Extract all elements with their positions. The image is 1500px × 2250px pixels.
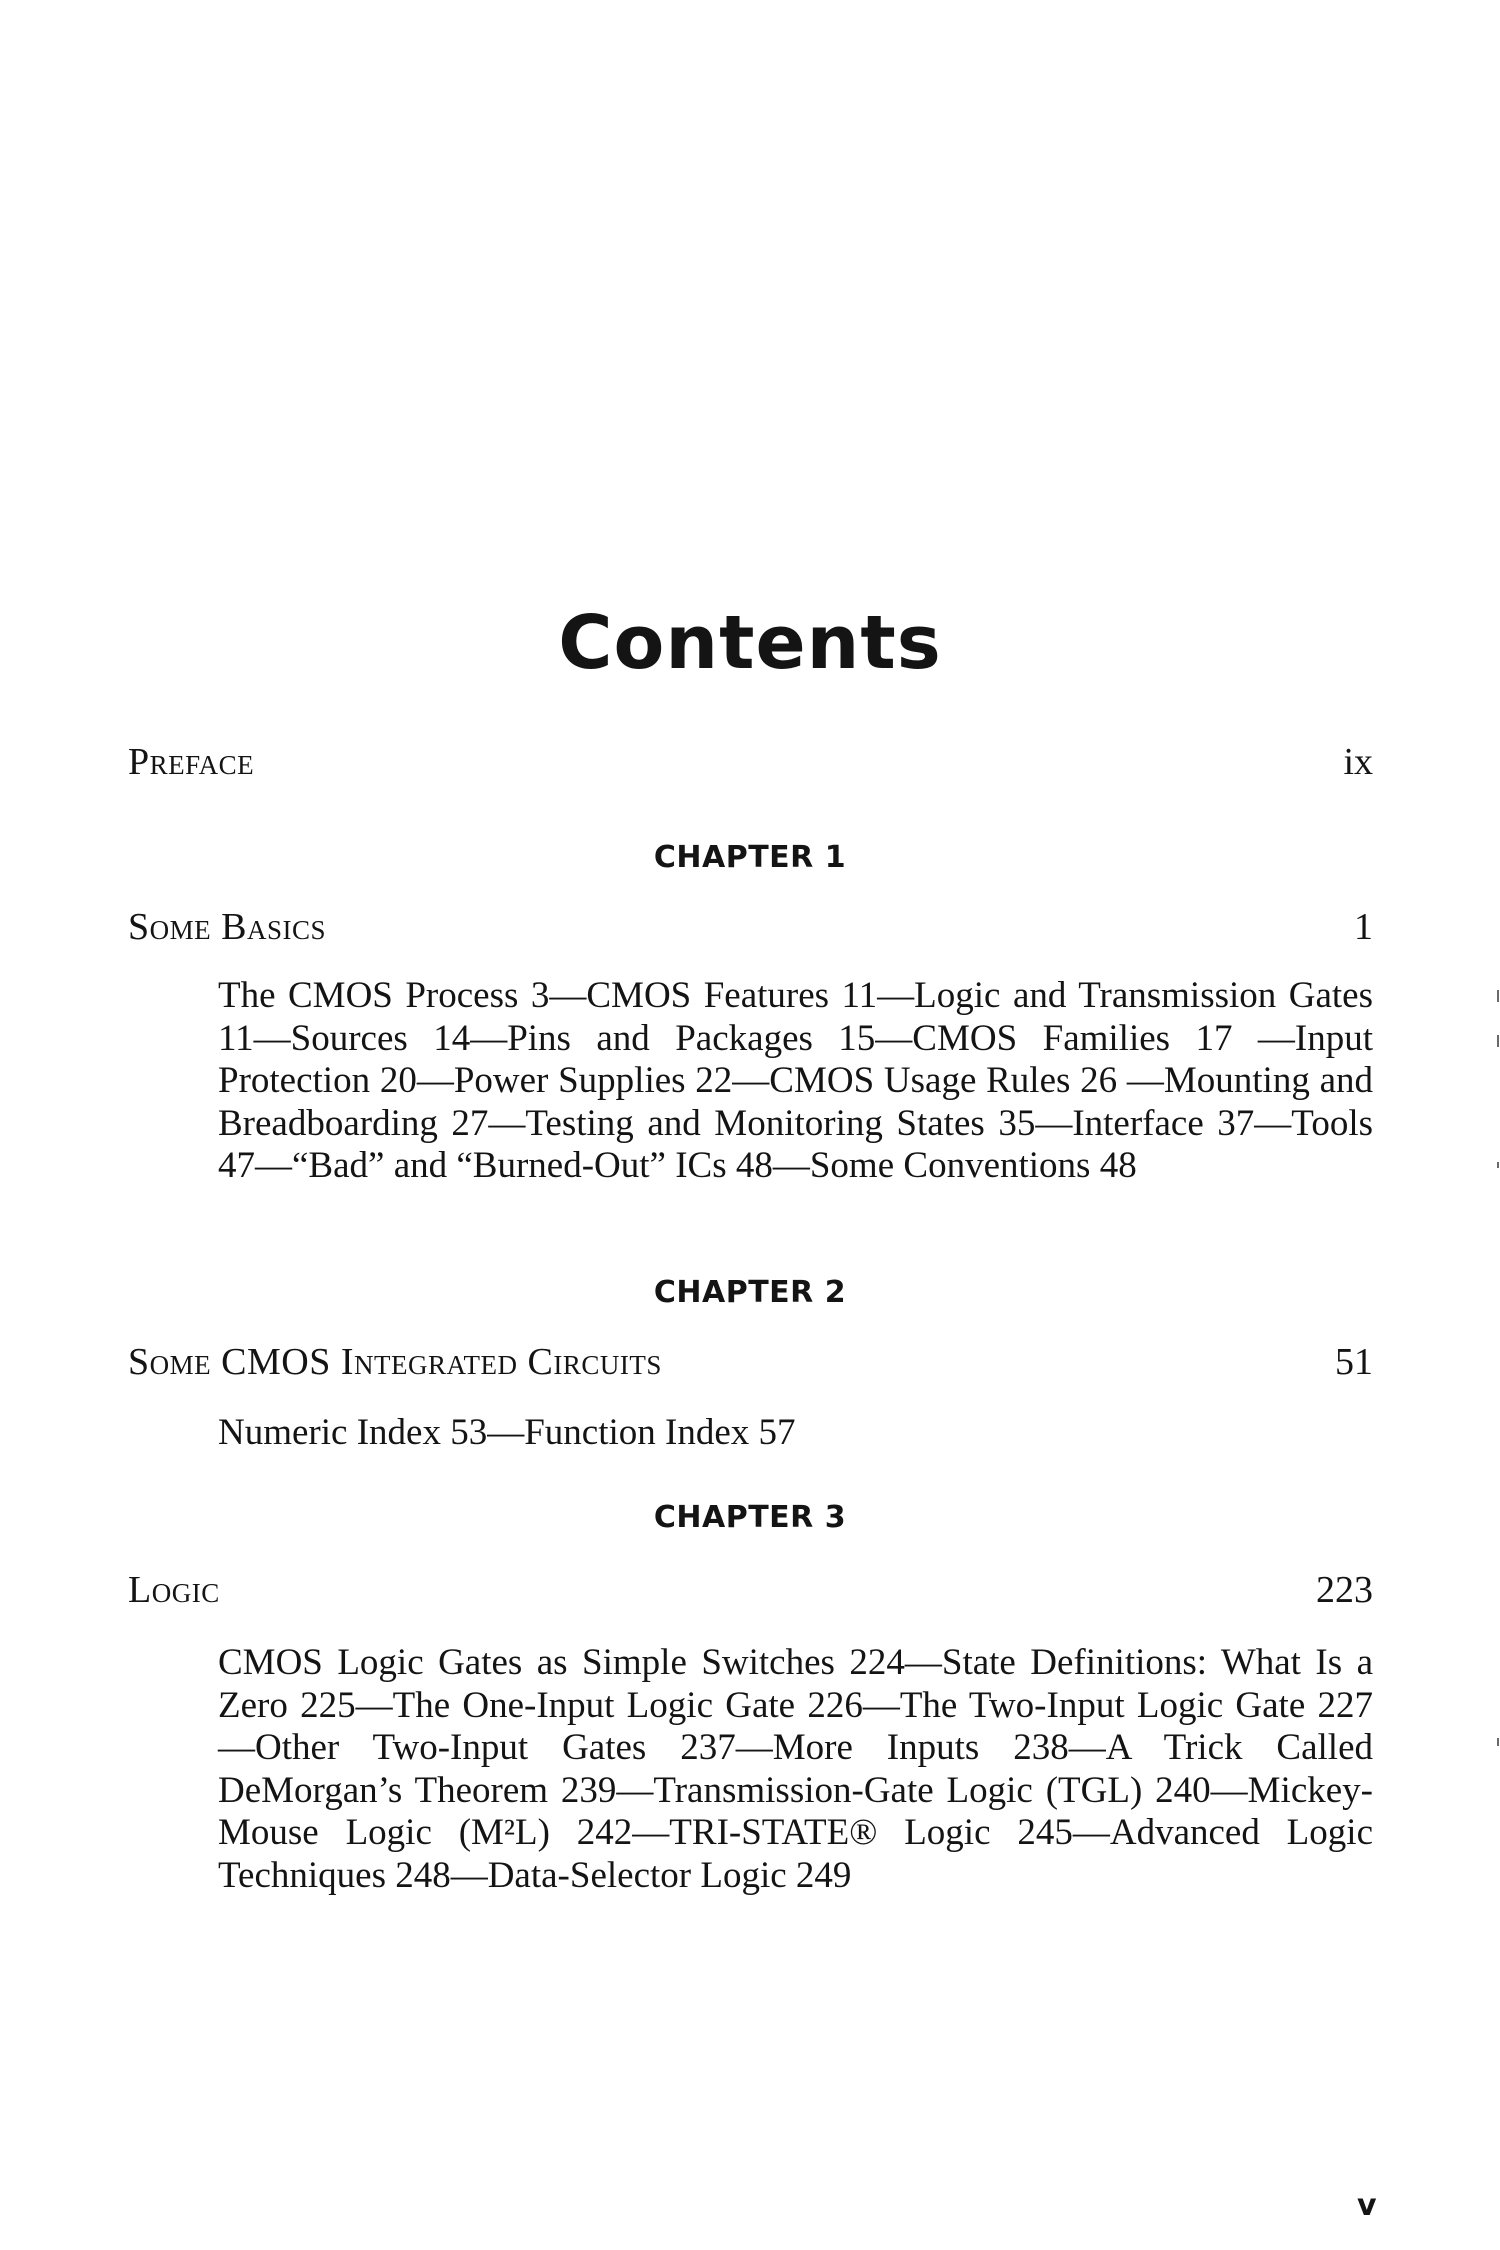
chapter-3-label: CHAPTER 3 [653,1500,847,1535]
entry-page-number: 1 [1354,906,1373,948]
page-title: Contents [558,600,942,686]
chapter-1-summary: The CMOS Process 3—CMOS Features 11—Logic and Transmission Gates 11—Sources 14—Pins and Packages 15—CMOS Families 17 —Input Protection 20—Power Supplies 22—CMOS Usage Rules 26 —Mounting and Breadboarding 27—Testing and Monitoring States 35—Interface 37—Tools 47—“Bad” and “Burned-Out” ICs 48—Some Conventions 48 [218,975,1373,1186]
entry-page-number: 223 [1316,1569,1373,1611]
entry-title: Preface [128,741,255,783]
margin-mark [1497,990,1499,1002]
entry-title: Some Basics [128,906,327,948]
toc-entry-preface [128,740,1373,784]
chapter-2-summary: Numeric Index 53—Function Index 57 [218,1412,796,1453]
entry-page-number: 51 [1335,1341,1373,1383]
margin-mark [1497,1035,1499,1047]
toc-entry-logic [128,1568,1373,1612]
page-folio: v [1357,2188,1377,2223]
entry-title: Some CMOS Integrated Circuits [128,1341,662,1383]
chapter-2-label: CHAPTER 2 [653,1275,847,1310]
toc-entry-some-basics [128,905,1373,949]
chapter-3-summary: CMOS Logic Gates as Simple Switches 224—State Definitions: What Is a Zero 225—The One-Input Logic Gate 226—The Two-Input Logic Gate 227—Other Two-Input Gates 237—More Inputs 238—A Trick Called DeMorgan’s Theorem 239—Transmission-Gate Logic (TGL) 240—Mickey-Mouse Logic (M²L) 242—TRI-STATE® Logic 245—Advanced Logic Techniques 248—Data-Selector Logic 249 [218,1642,1373,1896]
margin-mark [1497,1738,1499,1746]
chapter-1-label: CHAPTER 1 [653,840,847,875]
toc-entry-some-cmos-integrated-circuits [128,1340,1373,1384]
entry-title: Logic [128,1569,220,1611]
entry-page-number: ix [1343,741,1373,783]
margin-mark [1497,1162,1499,1168]
